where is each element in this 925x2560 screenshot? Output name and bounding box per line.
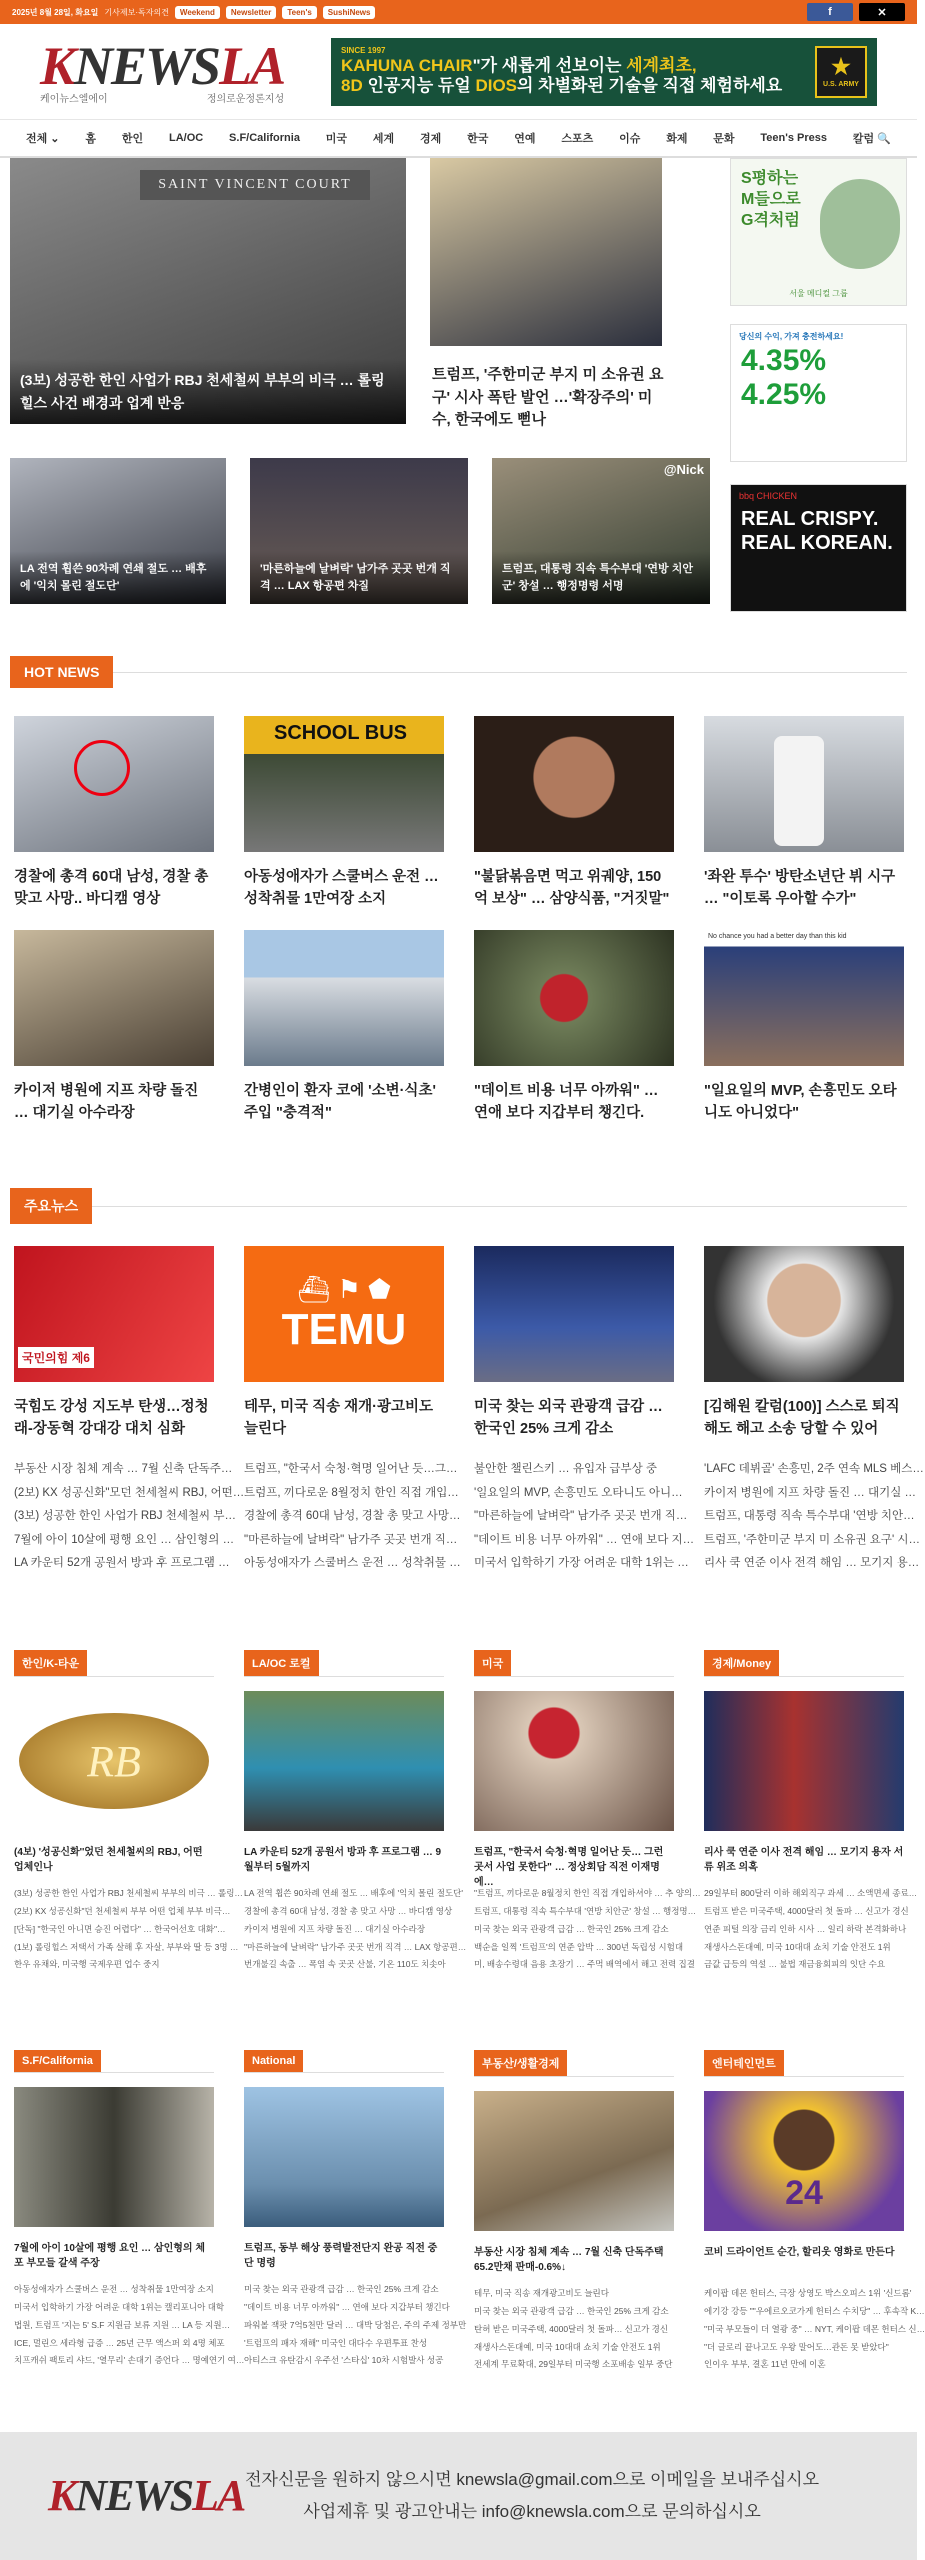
site-header [0,24,917,120]
nav-korean[interactable]: 한인 [121,133,144,145]
court-sign: SAINT VINCENT COURT [140,170,370,200]
cat-economy[interactable]: 경제/Money 리사 쿡 연준 이사 전격 해임 … 모기지 용자 서류 위조 의혹 29일부터 800달러 이하 해외직구 과세 … 소액면세 종료… 트럼프 받은 미국주택, 4000달러 첫 돌파 … 신고가 경신 연준 피털 의장 금리 인하 시사 … 일리 하락 본격화하나 재생사스돈대예, 미국 10대대 쇼치 기술 안전도 1위 금값 급등의 역설 … 불법 재금융회피의 잇단 수요 [704,1650,904,1974]
link-teens[interactable]: Teen's [282,6,316,19]
hero-row2-story-2[interactable]: '마른하늘에 날벼락' 남가주 곳곳 번개 직격 … LAX 항공편 차질 [250,458,468,604]
hot-item-2[interactable]: SCHOOL BUS 아동성애자가 스쿨버스 운전 … 성착취물 1만여장 소지 [244,716,444,918]
footer-logo[interactable]: KNEWSLA [48,2471,245,2520]
hot-item-4[interactable]: '좌완 투수' 방탄소년단 뷔 시구 … "이토록 우아할 수가" [704,716,904,918]
hero-second-image[interactable] [430,158,662,346]
nav-all[interactable]: 전체 ⌄ [26,133,60,145]
main-col-3[interactable]: 미국 찾는 외국 관광객 급감 … 한국인 25% 크게 감소 불안한 챌린스키 … 유입자 급부상 중 '일요일의 MVP, 손흥민도 오타니도 아니… "마른하늘에 날벼락" 남가주 곳곳 번개 직… "데이트 비용 너무 아까워" … 연애 보다 지… 미국서 입학하기 가장 어려운 대학 1위는 … [474,1246,674,1576]
hot-item-5[interactable]: 카이저 병원에 지프 차량 돌진 … 대기실 아수라장 [14,930,214,1132]
hero-main-caption: (3보) 성공한 한인 사업가 RBJ 천세철씨 부부의 비극 … 롤링힐스 사건 배경과 업계 반응 [10,359,406,424]
tip-link[interactable]: 기사제보·독자의견 [104,7,169,17]
nav-sports[interactable]: 스포츠 [561,133,594,145]
link-sushinews[interactable]: SushiNews [323,6,376,19]
cat-national[interactable]: National 트럼프, 동부 해상 풍력발전단지 완공 직전 중단 명령 미국 찾는 외국 관광객 급감 … 한국인 25% 크게 감소 "데이트 비용 너무 아까워" … 연애 보다 지갑부터 챙긴다 파워볼 잭팟 7억5천만 달러 … 대박 당첨은, 주의 주제 정부만 '트럼프의 패자 재해" 미국인 대다수 우편투표 찬성 아티스크 유탄감시 우주선 '스타십' 10차 시험발사 성공 [244,2050,444,2374]
cat-realestate[interactable]: 부동산/생활경제 부동산 시장 침체 계속 … 7월 신축 단독주택 65.2만채 판매-0.6%↓ 테무, 미국 직송 재개광고비도 늘린다 미국 찾는 외국 관광객 급감 … 한국인 25% 크게 감소 탄허 받은 미국주택, 4000달러 첫 돌파… 신고가 경신 재생사스돈대예, 미국 10대대 쇼치 기술 안전도 1위 전세계 무료확대, 29일부터 미국행 소포배송 일부 중단 [474,2050,674,2374]
nav-teens[interactable]: Teen's Press [760,132,828,144]
nav-us[interactable]: 미국 [325,133,348,145]
footer-line-1: 전자신문을 원하지 않으시면 knewsla@gmail.com으로 이메일을 보내주십시오 [245,2469,819,2489]
nav-world[interactable]: 세계 [372,133,395,145]
hero-row2-story-3[interactable]: @Nick 트럼프, 대통령 직속 특수부대 '연방 치안군' 창설 … 행정명령 서명 [492,458,710,604]
main-col-3-list: 불안한 챌린스키 … 유입자 급부상 중 '일요일의 MVP, 손흥민도 오타니도 아니… "마른하늘에 날벼락" 남가주 곳곳 번개 직… "데이트 비용 너무 아까워" … 연애 보다 지… 미국서 입학하기 가장 어려운 대학 1위는 … [474,1463,695,1570]
main-col-1[interactable]: 국민의힘 제6 국힘도 강성 지도부 탄생…정청래-장동혁 강대강 대치 심화 부동산 시장 침체 계속 … 7월 신축 단독주… (2보) KX 성공신화"모던 천세철씨 RBJ, 어떤… (3보) 성공한 한인 사업가 RBJ 천세철씨 부… 7월에 아이 10살에 평행 요인 … 삼인형의 … LA 카운티 52개 공원서 방과 후 프로그램 … [14,1246,214,1576]
link-newsletter[interactable]: Newsletter [226,6,276,19]
date-text: 2025년 8월 28일, 화요일 [12,7,99,17]
cat-us[interactable]: 미국 트럼프, "한국서 숙청·혁명 일어난 듯… 그런 곳서 사업 못한다" … 정상회담 직전 이재명에… "트럼프, 끼다로운 8월정치 한인 직접 개입하셔야 … 추 양의… 트럼프, 대통령 직속 특수부대 '연방 치안군' 창설 … 행정명… 미국 찾는 외국 관광객 급감 … 한국인 25% 크게 감소 백순을 일찍 '트럼프'의 연준 압박 … 300년 독립성 시험대 미, 배송수령대 음용 초장기 … 주먹 배역에서 해고 전력 집결 [474,1650,674,1974]
footer-line-2: 사업제휴 및 광고안내는 info@knewsla.com으로 문의하십시오 [303,2502,761,2521]
hot-news-label: HOT NEWS [10,656,113,688]
header-ad-banner[interactable]: SINCE 1997 KAHUNA CHAIR"가 새롭게 선보이는 세계최초, 8D 인공지능 듀얼 DIOS의 차별화된 기술을 직접 체험하세요 ★ U.S. ARMY [331,38,877,106]
nav-issue[interactable]: 이슈 [619,133,641,145]
hot-item-8[interactable]: No chance you had a better day than this kid "일요일의 MVP, 손흥민도 오타니도 아니었다" [704,930,904,1132]
army-star-icon: ★ U.S. ARMY [815,46,867,98]
category-row-1 [0,1650,917,1974]
ad-bank[interactable]: 당신의 수익, 가져 충전하세요! 4.35% 4.25% [730,324,907,462]
nav-column-search[interactable]: 칼럼 🔍 [852,133,891,145]
hot-item-6[interactable]: 간병인이 환자 코에 '소변·식초' 주입 "충격적" [244,930,444,1132]
hot-item-3[interactable]: "불닭볶음면 먹고 위궤양, 150억 보상" … 삼양식품, "거짓말" [474,716,674,918]
cat-laoc[interactable]: LA/OC 로컬 LA 카운티 52개 공원서 방과 후 프로그램 … 9월부터 5월까지 LA 전역 휩쓴 90차례 연쇄 절도 … 배후에 '익치 몰린 절도단' 경찰에 총격 60대 남성, 경찰 총 맞고 사망 … 바디캠 영상 카이저 병원에 지프 차량 돌진 … 대기실 아수라장 "마른하늘에 날벼락" 남가주 곳곳 번개 직격 … LAX 항공편… 번개불길 속출 … 폭염 속 곳곳 산불, 기온 110도 치솟아 [244,1650,444,1974]
hero-second-title[interactable]: 트럼프, '주한미군 부지 미 소유권 요구' 시사 폭탄 발언 …'확장주의' 미수, 한국에도 뻗나 [432,366,664,428]
hot-item-7[interactable]: "데이트 비용 너무 아까워" … 연애 보다 지갑부터 챙긴다. [474,930,674,1132]
main-news-section [0,1188,924,1576]
x-icon[interactable]: ✕ [859,3,905,21]
cat-entertainment[interactable]: 엔터테인먼트 24 코비 드라이언트 순간, 할리웃 영화로 만든다 케이팝 데몬 헌터스, 극장 상영도 박스오피스 1위 '신드롬' 에기강 강등 ""우에르오코가게 헌터스 수치당" … 후속작 K… "미국 부모들이 더 열광 중" … NYT, 케이팝 데몬 헌터스 신… "더 글로리 끝나고도 우왕 말어도…관돈 못 받았다" 인이우 부부, 결혼 11년 만에 이혼 [704,2050,904,2374]
nav-korea[interactable]: 한국 [467,133,489,145]
main-col-2-list: 트럼프, "한국서 숙청·혁명 일어난 듯…그… 트럼프, 끼다로운 8월정치 한인 직접 개입… 경찰에 총격 60대 남성, 경찰 총 맞고 사망… "마른하늘에 날벼락" 남가주 곳곳 번개 직… 아동성애자가 스쿨버스 운전 … 성착취물 … [244,1463,461,1570]
nav-culture[interactable]: 문화 [713,133,735,145]
hero-main-story[interactable] [10,158,406,424]
site-logo[interactable]: KNEWSLA 케이뉴스엘에이 정의로운정론지성 [40,35,285,105]
main-col-4-list: 'LAFC 데뷔골' 손흥민, 2주 연속 MLS 베스… 카이저 병원에 지프 차량 돌진 … 대기실 … 트럼프, 대통령 직속 특수부대 '연방 치안… 트럼프, '주한미군 부지 미 소유권 요구' 시… 리사 쿡 연준 이사 전격 해임 … 모기지 용… [704,1463,924,1570]
nav-topic[interactable]: 화제 [666,133,688,145]
cat-sf[interactable]: S.F/California 7월에 아이 10살에 평행 요인 … 삼인형의 체포 부모들 갈색 주장 아동성애자가 스쿨버스 운전 … 성착취물 1만여장 소지 미국서 입학하기 가장 어려운 대학 1위는 캘리포니아 대학 법원, 트럼프 '지는 5' S.F 지원금 보류 지원 … LA 등 지원… ICE, 멀린으 세라형 급증 … 25년 근무 액스퍼 외 4명 체포 치프캐쉬 팩토리 샤드, '열무리' 손대기 증언다 … 명예연기 여… [14,2050,214,2374]
main-col-4[interactable]: [김해원 칼럼(100)] 스스로 퇴직해도 해고 소송 당할 수 있어 'LAFC 데뷔골' 손흥민, 2주 연속 MLS 베스… 카이저 병원에 지프 차량 돌진 … 대기실 … 트럼프, 대통령 직속 특수부대 '연방 치안… 트럼프, '주한미군 부지 미 소유권 요구' 시… 리사 쿡 연준 이사 전격 해임 … 모기지 용… [704,1246,904,1576]
hot-news-section [0,656,917,1132]
hot-item-1[interactable]: 경찰에 총격 60대 남성, 경찰 총 맞고 사망.. 바디캠 영상 [14,716,214,918]
main-news-label: 주요뉴스 [10,1188,92,1224]
ad-seoul-medical[interactable]: S평하는 M들으로 G격처럼 서울 메디컬 그룹 [730,158,907,306]
hero-row2-story-1[interactable]: LA 전역 휩쓴 90차례 연쇄 절도 … 배후에 '익치 몰린 절도단' [10,458,226,604]
nav-economy[interactable]: 경제 [420,133,442,145]
site-footer [0,2432,917,2560]
top-bar [0,0,917,24]
nav-laoc[interactable]: LA/OC [168,132,204,144]
main-col-1-list: 부동산 시장 침체 계속 … 7월 신축 단독주… (2보) KX 성공신화"모던 천세철씨 RBJ, 어떤… (3보) 성공한 한인 사업가 RBJ 천세철씨 부… 7월에 아이 10살에 평행 요인 … 삼인형의 … LA 카운티 52개 공원서 방과 후 프로그램 … [14,1463,245,1570]
hero-area [0,158,917,618]
main-nav [0,120,917,158]
facebook-icon[interactable]: f [807,3,853,21]
ad-bbq[interactable]: bbq CHICKEN REAL CRISPY. REAL KOREAN. [730,484,907,612]
link-weekend[interactable]: Weekend [175,6,220,19]
nav-entertainment[interactable]: 연예 [514,133,536,145]
main-col-2[interactable]: ⛴ ⚑ ⬟ TEMU 테무, 미국 직송 재개·광고비도 늘린다 트럼프, "한국서 숙청·혁명 일어난 듯…그… 트럼프, 끼다로운 8월정치 한인 직접 개입… 경찰에 총격 60대 남성, 경찰 총 맞고 사망… "마른하늘에 날벼락" 남가주 곳곳 번개 직… 아동성애자가 스쿨버스 운전 … 성착취물 … [244,1246,444,1576]
category-row-2 [0,2050,925,2374]
nav-home[interactable]: 홈 [85,133,97,145]
cat-korean[interactable]: 한인/K-타운 RB (4보) '성공신화''었던 천세철씨의 RBJ, 어떤 업체인나 (3보) 성공한 한인 사업가 RBJ 천세철씨 부부의 비극 … 롤링… (2보) KX 성공신화"던 천세철씨 부부 어떤 업체 부부 비극… [단독] "한국인 아니면 승진 어렵다" … 한국어선호 대화"… (1보) 롤링힐스 저택서 가족 살해 후 자살, 부부와 딸 등 3명 … 한우 유채와, 미국행 국제우편 업수 중지 [14,1650,214,1974]
nav-sf[interactable]: S.F/California [229,132,300,144]
